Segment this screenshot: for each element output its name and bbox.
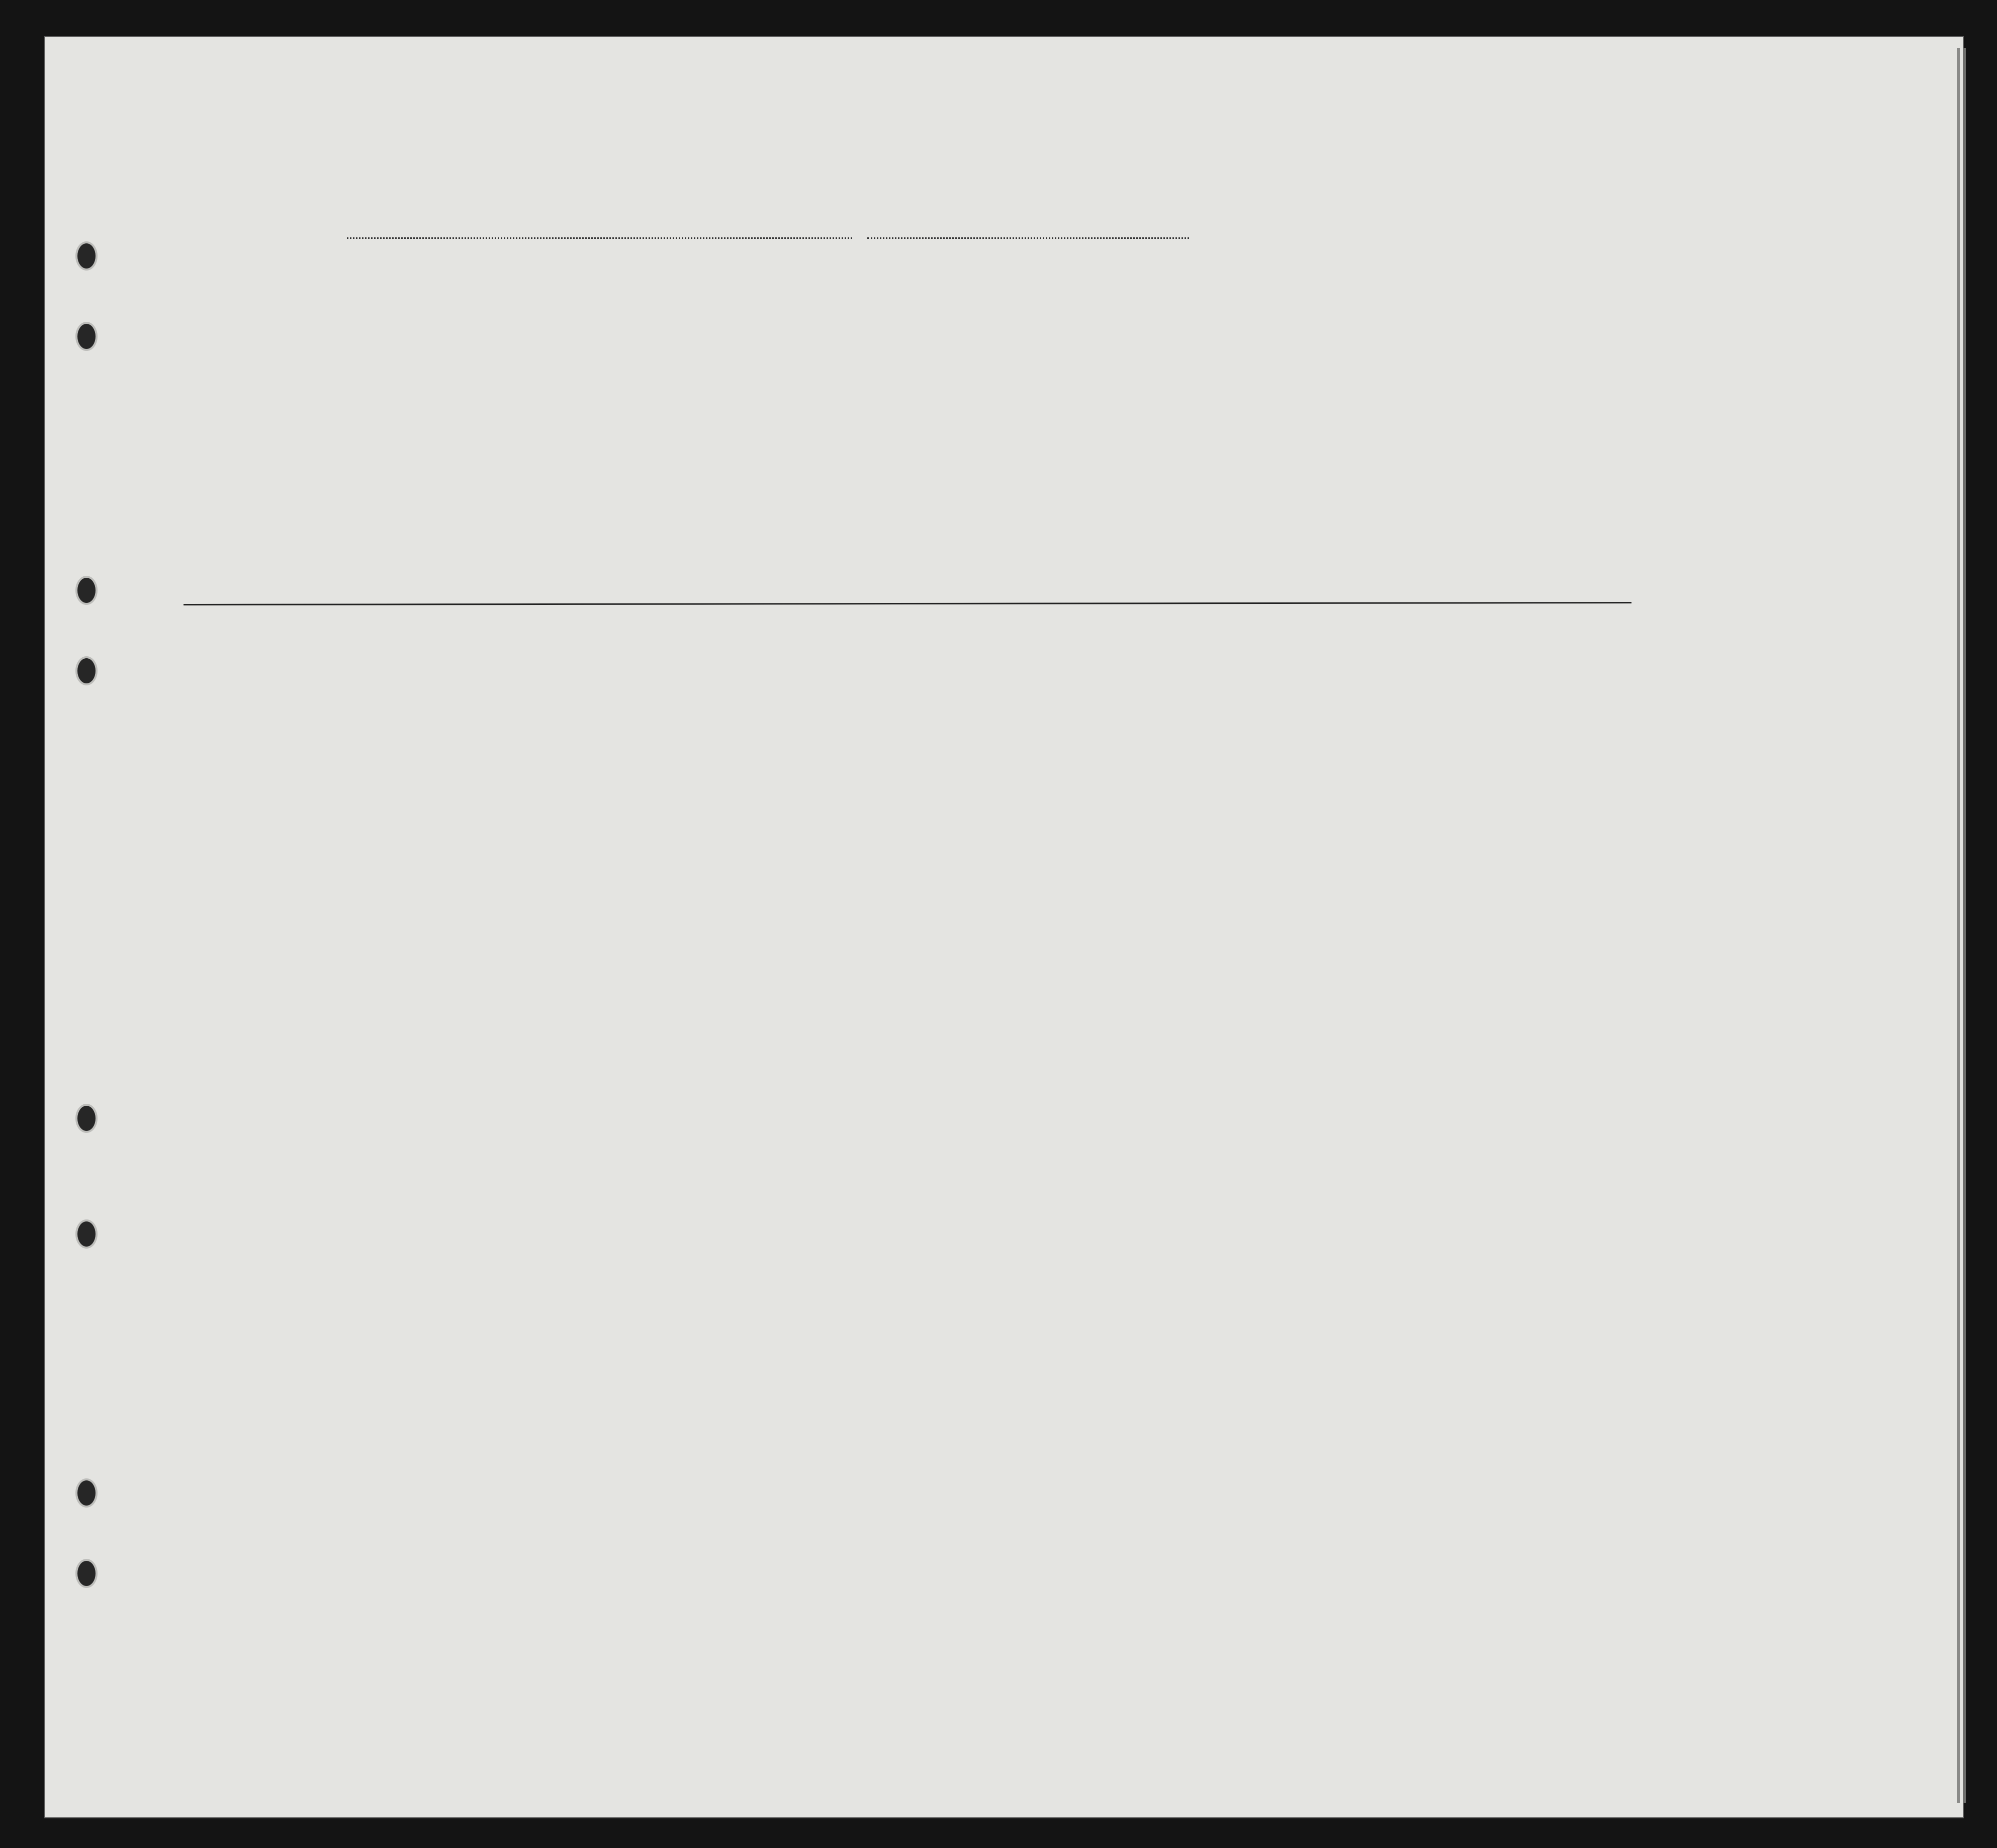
header-polygamist [1321, 307, 1334, 427]
header-prison [1271, 307, 1301, 427]
header-offer [1419, 307, 1454, 427]
header-excluded [1457, 307, 1474, 427]
header-purpose-a [1160, 336, 1204, 429]
header-inches [1645, 392, 1669, 432]
header-anarchist [1346, 307, 1359, 427]
header-purpose-b [1208, 336, 1235, 429]
header-ticket [578, 302, 608, 427]
header-overthrow [1366, 307, 1411, 427]
header-feet [1620, 402, 1644, 432]
header-money [700, 302, 722, 427]
header-purpose-c [1238, 336, 1265, 429]
header-arrested [1480, 307, 1498, 427]
